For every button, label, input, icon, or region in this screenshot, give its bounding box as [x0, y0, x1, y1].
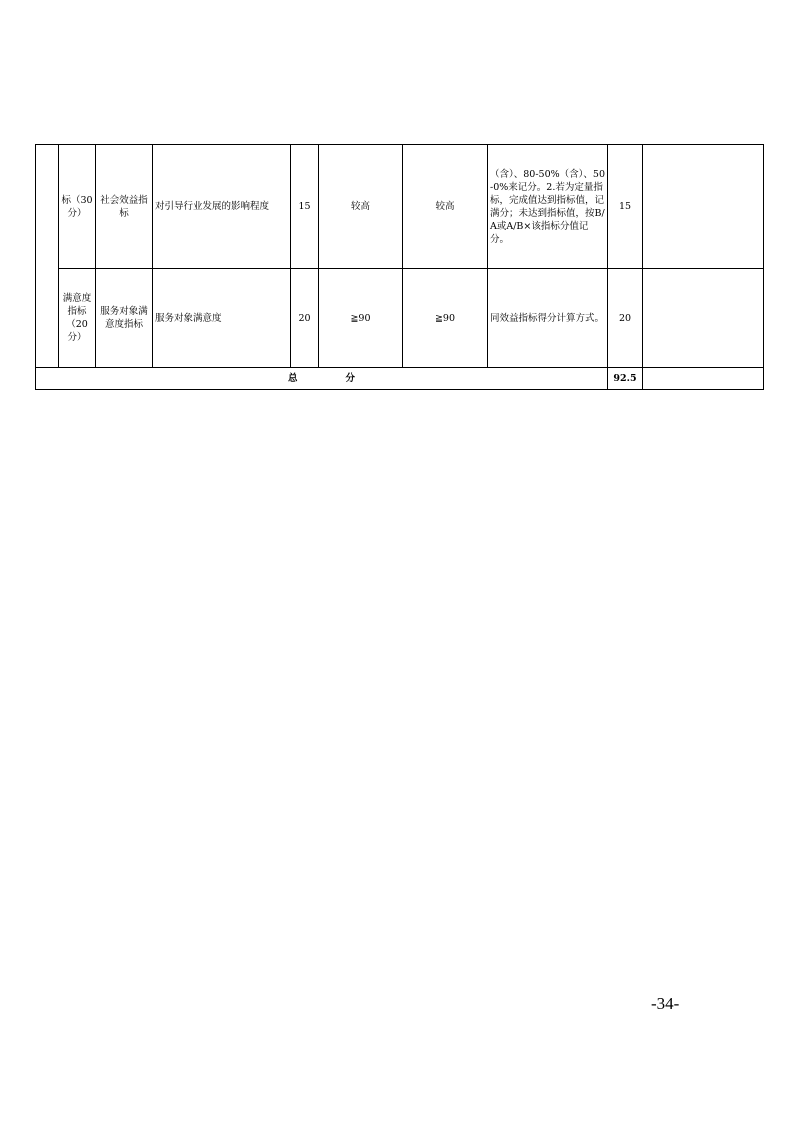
scoring-rule-cell: （含）、80-50%（含）、50-0%来记分。2.若为定量指标，完成值达到指标值，记满分；未达到指标值，按B/A或A/B×该指标分值记分。	[488, 145, 608, 269]
scoring-rule-cell: 同效益指标得分计算方式。	[488, 269, 608, 368]
table-row	[36, 145, 764, 269]
actual-cell: 较高	[403, 145, 488, 269]
page-number: -34-	[651, 994, 680, 1013]
total-row	[36, 368, 764, 390]
note-cell	[643, 145, 764, 269]
score-cell: 15	[608, 145, 643, 269]
merged-level1-cell	[36, 145, 59, 368]
total-label	[36, 368, 608, 390]
total-score-cell: 92.5	[608, 368, 643, 390]
subcategory-cell: 社会效益指标	[96, 145, 153, 269]
target-cell: ≧90	[319, 269, 403, 368]
note-cell	[643, 269, 764, 368]
actual-cell: ≧90	[403, 269, 488, 368]
total-label-right: 分	[345, 373, 356, 384]
indicator-cell: 对引导行业发展的影响程度	[153, 145, 291, 269]
evaluation-table	[35, 144, 764, 390]
weight-cell: 15	[291, 145, 319, 269]
total-label-left: 总	[287, 373, 298, 384]
score-cell: 20	[608, 269, 643, 368]
weight-cell: 20	[291, 269, 319, 368]
target-cell: 较高	[319, 145, 403, 269]
category-cell: 满意度指标（20分）	[59, 269, 96, 368]
subcategory-cell: 服务对象满意度指标	[96, 269, 153, 368]
table-row	[36, 269, 764, 368]
category-cell: 标（30分）	[59, 145, 96, 269]
indicator-cell: 服务对象满意度	[153, 269, 291, 368]
total-note-cell	[643, 368, 764, 390]
